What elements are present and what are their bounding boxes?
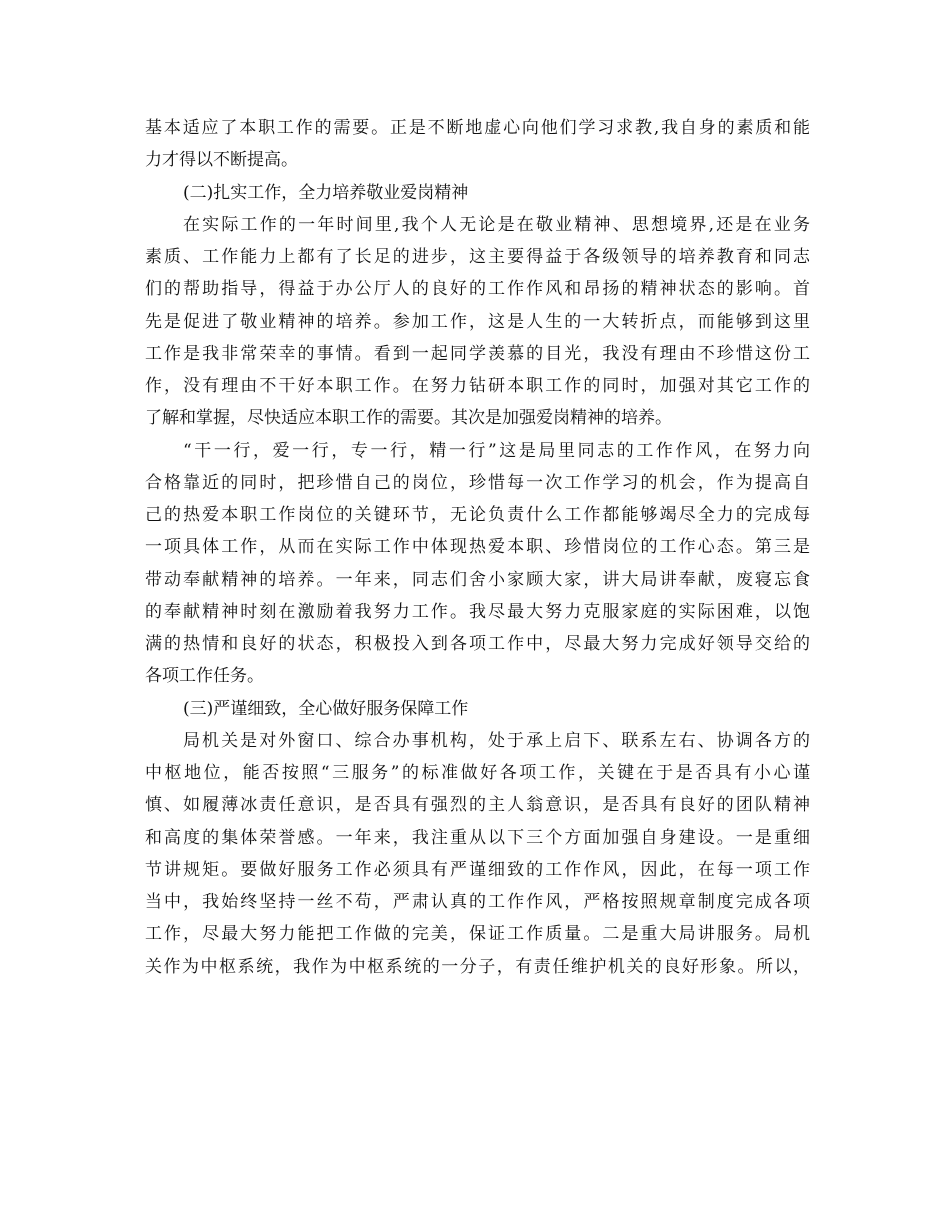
paragraph-line: 的奉献精神时刻在激励着我努力工作。我尽最大努力克服家庭的实际困难，以饱 xyxy=(145,601,810,622)
paragraph-line: 素质、工作能力上都有了长足的进步，这主要得益于各级领导的培养教育和同志 xyxy=(145,247,810,267)
paragraph-line: 工作是我非常荣幸的事情。看到一起同学羡慕的目光，我没有理由不珍惜这份工 xyxy=(145,343,810,364)
paragraph-line: 了解和掌握，尽快适应本职工作的需要。其次是加强爱岗精神的培养。 xyxy=(145,408,672,429)
paragraph-line: 各项工作任务。 xyxy=(145,666,264,687)
document-body xyxy=(145,112,810,983)
paragraph-line: 合格靠近的同时，把珍惜自己的岗位，珍惜每一次工作学习的机会，作为提高自 xyxy=(145,472,810,493)
paragraph-line: 和高度的集体荣誉感。一年来，我注重从以下三个方面加强自身建设。一是重细 xyxy=(145,827,810,848)
paragraph-line: 们的帮助指导，得益于办公厅人的良好的工作作风和昂扬的精神状态的影响。首 xyxy=(145,279,810,300)
paragraph-line: 带动奉献精神的培养。一年来，同志们舍小家顾大家，讲大局讲奉献，废寝忘食 xyxy=(145,569,810,590)
paragraph-line: 满的热情和良好的状态，积极投入到各项工作中，尽最大努力完成好领导交给的 xyxy=(145,634,810,654)
paragraph-line: 慎、如履薄冰责任意识，是否具有强烈的主人翁意识，是否具有良好的团队精神 xyxy=(145,795,810,816)
paragraph-line: 力才得以不断提高。 xyxy=(145,150,298,171)
paragraph-line: 基本适应了本职工作的需要。正是不断地虚心向他们学习求教,我自身的素质和能 xyxy=(145,118,810,138)
paragraph-line: 在实际工作的一年时间里,我个人无论是在敬业精神、思想境界,还是在业务 xyxy=(183,214,810,235)
paragraph-line: 一项具体工作，从而在实际工作中体现热爱本职、珍惜岗位的工作心态。第三是 xyxy=(145,537,810,558)
paragraph-line: 工作，尽最大努力能把工作做的完美，保证工作质量。二是重大局讲服务。局机 xyxy=(145,924,810,945)
paragraph-line: 作，没有理由不干好本职工作。在努力钻研本职工作的同时，加强对其它工作的 xyxy=(145,376,810,396)
paragraph-line: “干一行，爱一行，专一行，精一行”这是局里同志的工作作风，在努力向 xyxy=(183,440,810,461)
paragraph-line: 当中，我始终坚持一丝不苟，严肃认真的工作作风，严格按照规章制度完成各项 xyxy=(145,892,810,912)
paragraph-line: 局机关是对外窗口、综合办事机构，处于承上启下、联系左右、协调各方的 xyxy=(183,730,810,751)
paragraph-line: 中枢地位，能否按照“三服务”的标准做好各项工作，关键在于是否具有小心谨 xyxy=(145,763,810,783)
section-heading: (三)严谨细致，全心做好服务保障工作 xyxy=(183,698,469,719)
paragraph-line: 节讲规矩。要做好服务工作必须具有严谨细致的工作作风，因此，在每一项工作 xyxy=(145,859,810,880)
paragraph-line: 己的热爱本职工作岗位的关键环节，无论负责什么工作都能够竭尽全力的完成每 xyxy=(145,505,810,525)
paragraph-line: 关作为中枢系统，我作为中枢系统的一分子，有责任维护机关的良好形象。所以， xyxy=(145,956,810,977)
section-heading: (二)扎实工作，全力培养敬业爱岗精神 xyxy=(183,182,469,203)
paragraph-line: 先是促进了敬业精神的培养。参加工作，这是人生的一大转折点，而能够到这里 xyxy=(145,311,810,332)
